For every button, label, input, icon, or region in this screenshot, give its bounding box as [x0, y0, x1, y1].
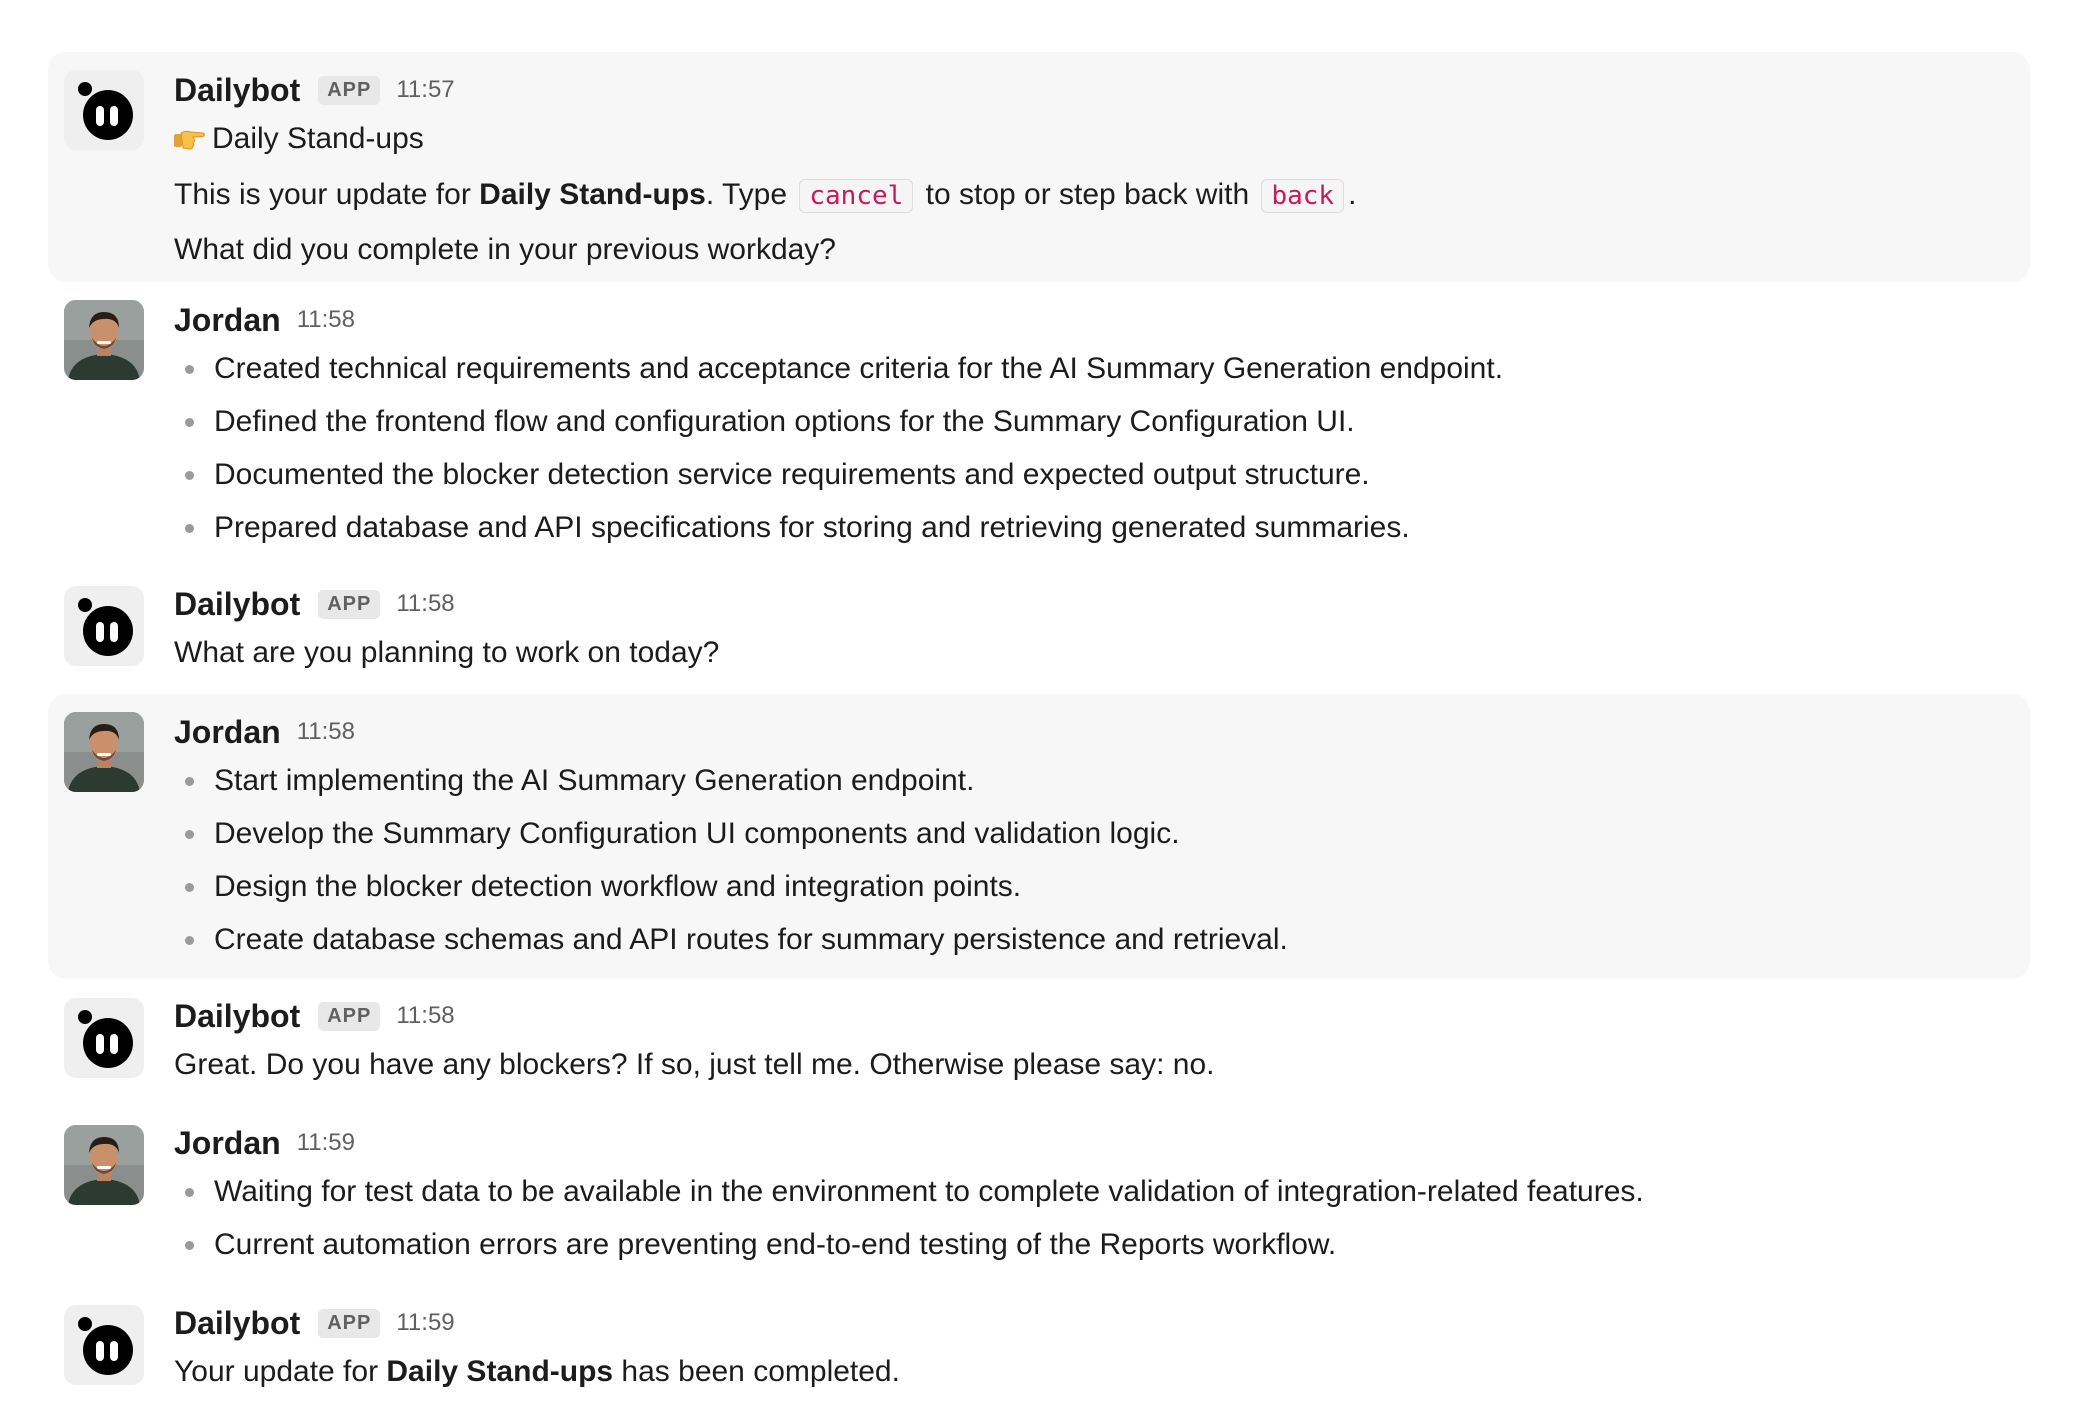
- card-title-text: Daily Stand-ups: [212, 122, 424, 155]
- app-badge: APP: [318, 76, 380, 105]
- completion-text: Your update for Daily Stand-ups has been completed.: [174, 1355, 900, 1388]
- message-dailybot-2: [48, 576, 2030, 676]
- jordan-avatar: [64, 712, 144, 792]
- list-item: Waiting for test data to be available in the environment to complete validation of integration-related features.: [174, 1165, 2010, 1218]
- standup-name: Daily Stand-ups: [386, 1355, 614, 1388]
- sender-name[interactable]: Jordan: [174, 1124, 281, 1161]
- sender-name[interactable]: Jordan: [174, 301, 281, 338]
- cancel-command: cancel: [799, 179, 913, 213]
- list-item: Documented the blocker detection service requirements and expected output structure.: [174, 448, 2010, 501]
- dailybot-logo-icon: [64, 1305, 144, 1385]
- timestamp[interactable]: 11:57: [396, 76, 455, 103]
- bullet-list: [174, 342, 2010, 554]
- message-jordan-1: [48, 290, 2030, 550]
- timestamp[interactable]: 11:58: [296, 718, 355, 745]
- timestamp[interactable]: 11:58: [396, 1002, 455, 1029]
- list-item: Defined the frontend flow and configuration options for the Summary Configuration UI.: [174, 395, 2010, 448]
- list-item: Design the blocker detection workflow and integration points.: [174, 860, 2010, 913]
- bullet-list: [174, 754, 2010, 966]
- dailybot-logo-icon: [64, 586, 144, 666]
- list-item: Create database schemas and API routes for summary persistence and retrieval.: [174, 913, 2010, 966]
- dailybot-avatar[interactable]: [64, 998, 144, 1078]
- jordan-avatar: [64, 1125, 144, 1205]
- list-item: Develop the Summary Configuration UI components and validation logic.: [174, 807, 2010, 860]
- user-avatar[interactable]: [64, 1125, 144, 1205]
- message-dailybot-4: [48, 1295, 2030, 1405]
- app-badge: APP: [318, 1002, 380, 1031]
- dailybot-logo-icon: [64, 998, 144, 1078]
- back-command: back: [1261, 179, 1344, 213]
- dailybot-avatar[interactable]: [64, 70, 144, 150]
- sender-name[interactable]: Dailybot: [174, 585, 301, 622]
- list-item: Prepared database and API specifications for storing and retrieving generated summaries.: [174, 501, 2010, 554]
- timestamp[interactable]: 11:59: [396, 1309, 455, 1336]
- list-item: Current automation errors are preventing end-to-end testing of the Reports workflow.: [174, 1218, 2010, 1271]
- app-badge: APP: [318, 590, 380, 619]
- jordan-avatar: [64, 300, 144, 380]
- pointing-hand-emoji: [174, 114, 206, 168]
- card-title: [174, 112, 2010, 168]
- sender-name[interactable]: Dailybot: [174, 1304, 301, 1341]
- list-item: Start implementing the AI Summary Generation endpoint.: [174, 754, 2010, 807]
- timestamp[interactable]: 11:58: [396, 590, 455, 617]
- sender-name[interactable]: Jordan: [174, 713, 281, 750]
- bullet-list: [174, 1165, 2010, 1271]
- dailybot-avatar[interactable]: [64, 586, 144, 666]
- dailybot-logo-icon: [64, 70, 144, 150]
- list-item: Created technical requirements and acceptance criteria for the AI Summary Generation endpoint.: [174, 342, 2010, 395]
- standup-name: Daily Stand-ups: [479, 178, 706, 211]
- message-jordan-3: [48, 1115, 2030, 1275]
- question-text: What did you complete in your previous workday?: [174, 233, 836, 266]
- sender-name[interactable]: Dailybot: [174, 997, 301, 1034]
- sender-name[interactable]: Dailybot: [174, 71, 301, 108]
- message-jordan-2: [48, 694, 2030, 979]
- user-avatar[interactable]: [64, 712, 144, 792]
- message-text: What are you planning to work on today?: [174, 636, 720, 669]
- dailybot-avatar[interactable]: [64, 1305, 144, 1385]
- app-badge: APP: [318, 1309, 380, 1338]
- message-dailybot-3: [48, 988, 2030, 1088]
- message-dailybot-1: [48, 52, 2030, 282]
- timestamp[interactable]: 11:59: [296, 1129, 355, 1156]
- timestamp[interactable]: 11:58: [296, 306, 355, 333]
- message-text: Great. Do you have any blockers? If so, just tell me. Otherwise please say: no.: [174, 1048, 1215, 1081]
- intro-text: This is your update for Daily Stand-ups. Type cancel to stop or step back with back .: [174, 178, 1357, 211]
- user-avatar[interactable]: [64, 300, 144, 380]
